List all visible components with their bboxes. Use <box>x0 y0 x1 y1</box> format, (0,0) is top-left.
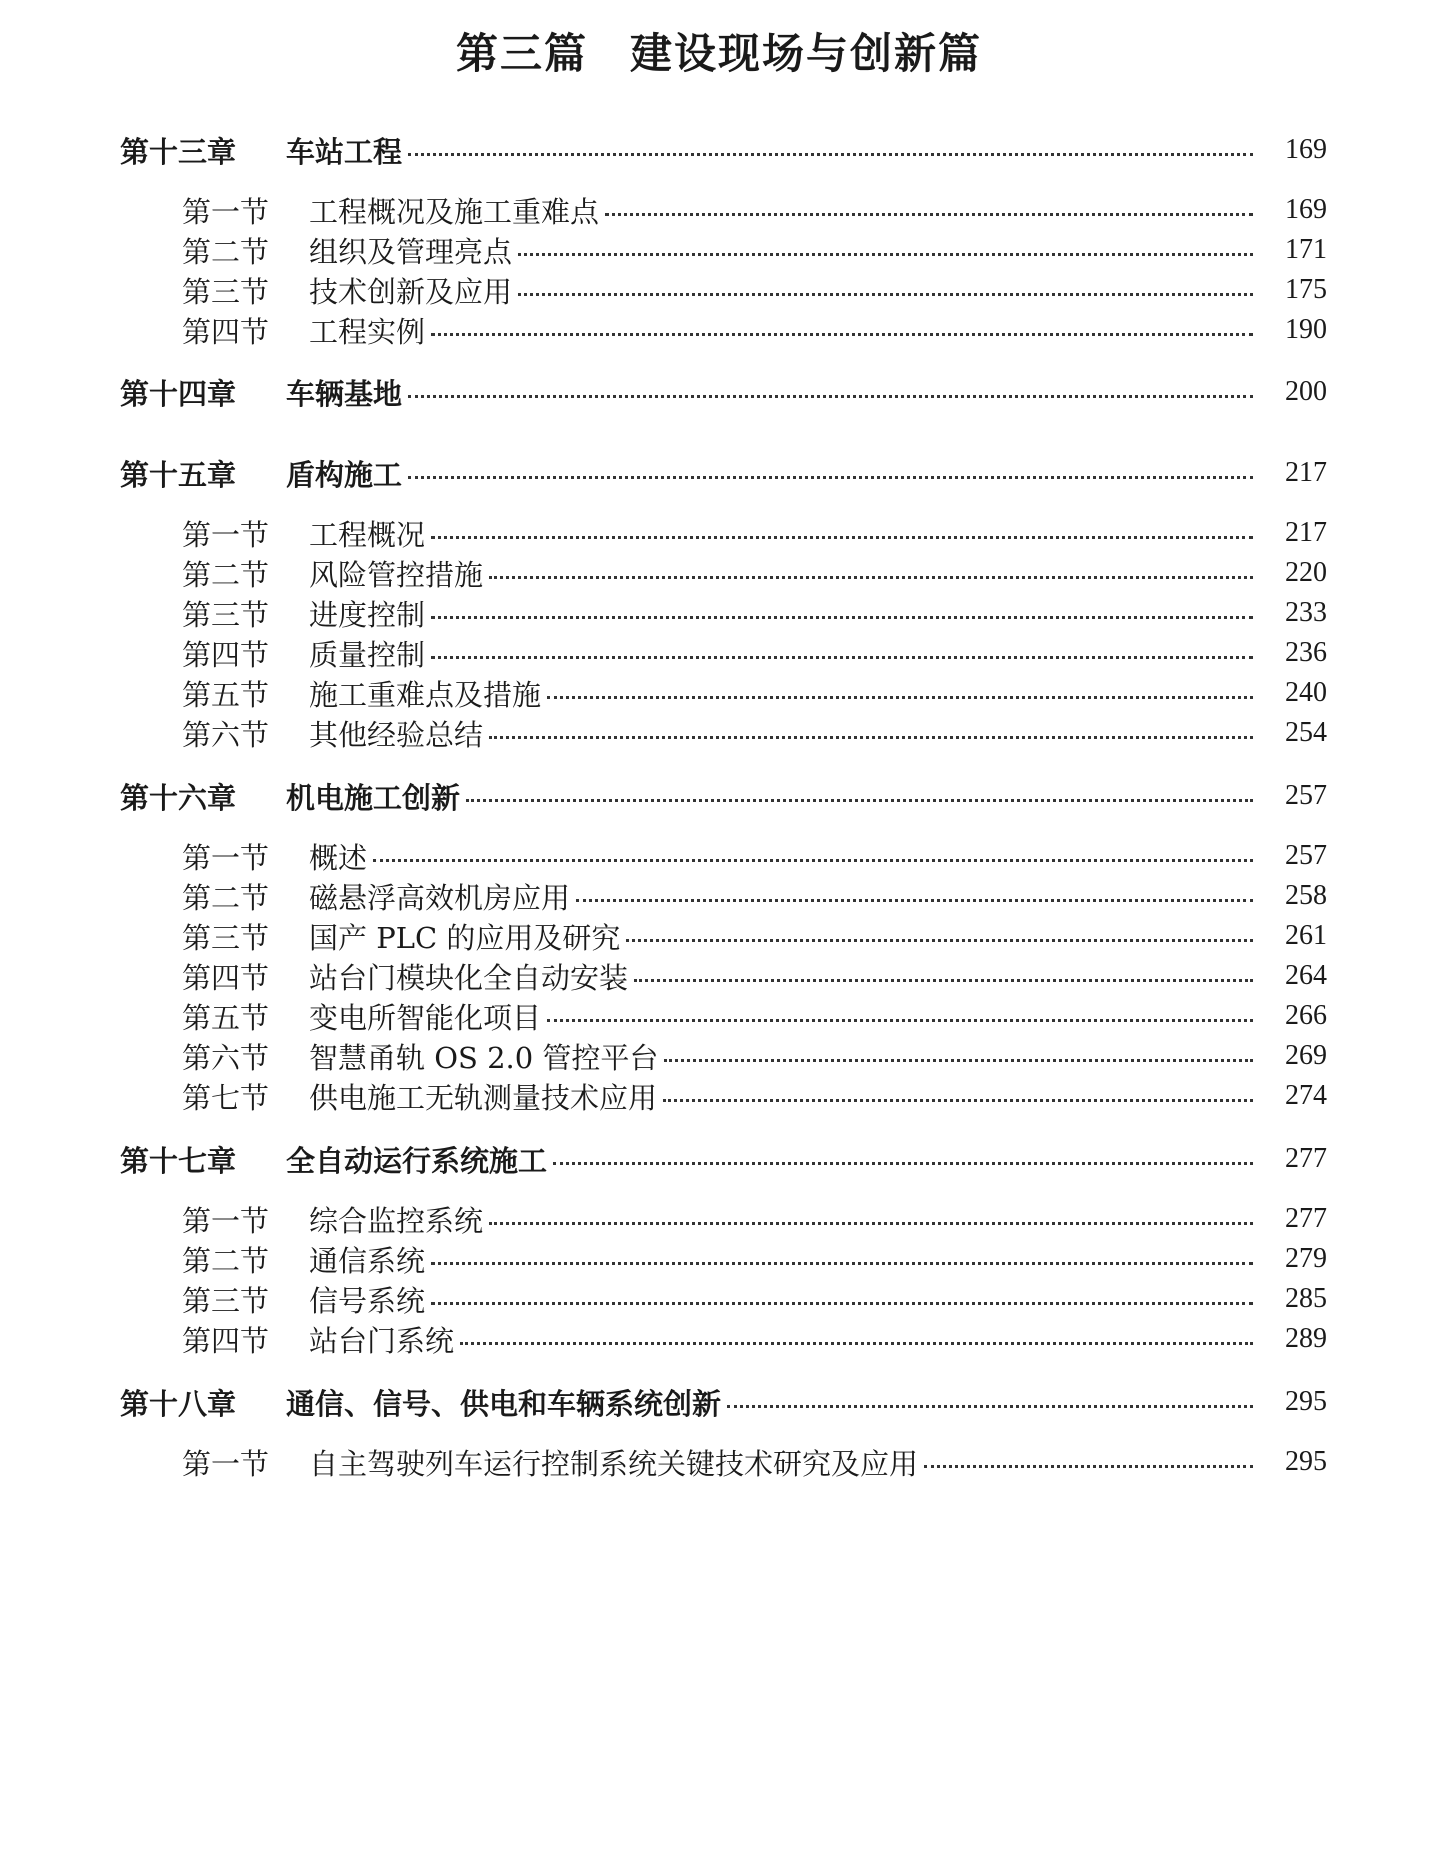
toc-section-row[interactable] <box>0 1197 1438 1241</box>
chapter-title: 通信、信号、供电和车辆系统创新 <box>286 1386 722 1421</box>
page-number: 240 <box>1285 677 1327 708</box>
dot-leader <box>466 799 1253 802</box>
dot-leader <box>924 1465 1253 1468</box>
dot-leader <box>576 899 1253 902</box>
section-title: 工程实例 <box>309 314 426 349</box>
section-title: 智慧甬轨 OS 2.0 管控平台 <box>309 1040 659 1075</box>
dot-leader <box>373 859 1253 862</box>
chapter-title: 全自动运行系统施工 <box>286 1143 548 1178</box>
section-title: 风险管控措施 <box>309 557 484 592</box>
section-title: 工程概况 <box>309 517 426 552</box>
page-number: 289 <box>1285 1323 1327 1354</box>
toc-section-row[interactable] <box>0 954 1438 998</box>
section-number: 第二节 <box>182 557 270 592</box>
toc-section-row[interactable] <box>0 1034 1438 1078</box>
section-number: 第二节 <box>182 234 270 269</box>
chapter-title: 盾构施工 <box>286 457 403 492</box>
section-title: 综合监控系统 <box>309 1203 484 1238</box>
toc-section-row[interactable] <box>0 551 1438 595</box>
dot-leader <box>518 293 1253 296</box>
section-number: 第七节 <box>182 1080 270 1115</box>
part-name: 建设现场与创新篇 <box>630 29 983 78</box>
toc-chapter-row[interactable] <box>0 774 1438 818</box>
dot-leader <box>460 1342 1253 1345</box>
part-label: 第三篇 <box>455 29 588 78</box>
dot-leader <box>663 1099 1253 1102</box>
toc-section-row[interactable] <box>0 268 1438 312</box>
chapter-title: 车站工程 <box>286 134 403 169</box>
section-number: 第一节 <box>182 840 270 875</box>
section-title: 质量控制 <box>309 637 426 672</box>
section-number: 第三节 <box>182 597 270 632</box>
page-number: 200 <box>1285 376 1327 407</box>
toc-section-row[interactable] <box>0 188 1438 232</box>
section-title: 磁悬浮高效机房应用 <box>309 880 571 915</box>
dot-leader <box>626 939 1253 942</box>
section-number: 第一节 <box>182 1446 270 1481</box>
toc-chapter-row[interactable] <box>0 1137 1438 1181</box>
toc-chapter-row[interactable] <box>0 370 1438 414</box>
page-number: 233 <box>1285 597 1327 628</box>
section-number: 第四节 <box>182 1323 270 1358</box>
section-number: 第三节 <box>182 920 270 955</box>
toc-section-row[interactable] <box>0 1277 1438 1321</box>
toc-entry-label <box>120 372 402 413</box>
toc-entry-label <box>182 1442 918 1483</box>
toc-entry-label <box>182 190 599 231</box>
toc-entry-label <box>182 270 512 311</box>
section-title: 工程概况及施工重难点 <box>309 194 600 229</box>
page-number: 264 <box>1285 960 1327 991</box>
toc-entry-label <box>182 673 541 714</box>
toc-entry-label <box>182 1239 425 1280</box>
toc-entry-label <box>120 1382 721 1423</box>
dot-leader <box>547 696 1253 699</box>
toc-entry-label <box>182 513 425 554</box>
section-title: 变电所智能化项目 <box>309 1000 542 1035</box>
page-number: 236 <box>1285 637 1327 668</box>
section-title: 技术创新及应用 <box>309 274 513 309</box>
toc-entry-label <box>182 956 628 997</box>
toc-chapter-row[interactable] <box>0 451 1438 495</box>
section-title: 其他经验总结 <box>309 717 484 752</box>
chapter-number: 第十六章 <box>120 780 237 815</box>
chapter-number: 第十七章 <box>120 1143 237 1178</box>
toc-entry-label <box>182 836 367 877</box>
dot-leader <box>664 1059 1253 1062</box>
toc-entry-label <box>182 1036 658 1077</box>
page-title <box>0 22 1438 86</box>
toc-entry-label <box>182 230 512 271</box>
toc-entry-label <box>182 1199 483 1240</box>
section-number: 第二节 <box>182 880 270 915</box>
section-title: 组织及管理亮点 <box>309 234 513 269</box>
page-number: 169 <box>1285 134 1327 165</box>
dot-leader <box>605 213 1253 216</box>
toc-entry-label <box>182 876 570 917</box>
page-number: 269 <box>1285 1040 1327 1071</box>
dot-leader <box>553 1162 1253 1165</box>
toc-section-row[interactable] <box>0 671 1438 715</box>
dot-leader <box>431 333 1253 336</box>
toc-section-row[interactable] <box>0 228 1438 272</box>
section-title: 供电施工无轨测量技术应用 <box>309 1080 658 1115</box>
section-title: 进度控制 <box>309 597 426 632</box>
chapter-number: 第十三章 <box>120 134 237 169</box>
page-number: 254 <box>1285 717 1327 748</box>
dot-leader <box>634 979 1253 982</box>
toc-entry-label <box>182 1279 425 1320</box>
section-title: 站台门系统 <box>309 1323 455 1358</box>
dot-leader <box>547 1019 1253 1022</box>
section-number: 第三节 <box>182 274 270 309</box>
page-number: 277 <box>1285 1143 1327 1174</box>
dot-leader <box>489 576 1253 579</box>
page-number: 217 <box>1285 457 1327 488</box>
page-number: 169 <box>1285 194 1327 225</box>
toc-entry-label <box>120 453 402 494</box>
dot-leader <box>431 656 1253 659</box>
section-title: 信号系统 <box>309 1283 426 1318</box>
toc-section-row[interactable] <box>0 1237 1438 1281</box>
toc-section-row[interactable] <box>0 631 1438 675</box>
page-number: 277 <box>1285 1203 1327 1234</box>
page-number: 295 <box>1285 1446 1327 1477</box>
page-number: 258 <box>1285 880 1327 911</box>
section-number: 第一节 <box>182 1203 270 1238</box>
toc-section-row[interactable] <box>0 1074 1438 1118</box>
dot-leader <box>431 1262 1253 1265</box>
dot-leader <box>431 616 1253 619</box>
page-number: 285 <box>1285 1283 1327 1314</box>
page-number: 257 <box>1285 780 1327 811</box>
section-number: 第一节 <box>182 194 270 229</box>
chapter-title: 车辆基地 <box>286 376 403 411</box>
toc-section-row[interactable] <box>0 711 1438 755</box>
toc-section-row[interactable] <box>0 1317 1438 1361</box>
toc-entry-label <box>182 996 541 1037</box>
section-number: 第五节 <box>182 677 270 712</box>
toc-section-row[interactable] <box>0 308 1438 352</box>
dot-leader <box>518 253 1253 256</box>
dot-leader <box>489 736 1253 739</box>
page-number: 257 <box>1285 840 1327 871</box>
toc-section-row[interactable] <box>0 511 1438 555</box>
section-title: 概述 <box>309 840 368 875</box>
chapter-title: 机电施工创新 <box>286 780 461 815</box>
page-number: 175 <box>1285 274 1327 305</box>
toc-section-row[interactable] <box>0 1440 1438 1484</box>
dot-leader <box>408 395 1253 398</box>
toc-entry-label <box>182 593 425 634</box>
toc-entry-label <box>120 1139 547 1180</box>
section-title: 自主驾驶列车运行控制系统关键技术研究及应用 <box>309 1446 919 1481</box>
section-number: 第五节 <box>182 1000 270 1035</box>
section-number: 第四节 <box>182 637 270 672</box>
page-number: 217 <box>1285 517 1327 548</box>
page-number: 295 <box>1285 1386 1327 1417</box>
page-number: 279 <box>1285 1243 1327 1274</box>
toc-section-row[interactable] <box>0 591 1438 635</box>
toc-entry-label <box>120 776 460 817</box>
section-number: 第四节 <box>182 960 270 995</box>
section-title: 施工重难点及措施 <box>309 677 542 712</box>
toc-section-row[interactable] <box>0 994 1438 1038</box>
toc-entry-label <box>182 713 483 754</box>
toc-entry-label <box>182 1076 657 1117</box>
section-number: 第六节 <box>182 717 270 752</box>
dot-leader <box>408 476 1253 479</box>
section-number: 第四节 <box>182 314 270 349</box>
chapter-number: 第十五章 <box>120 457 237 492</box>
toc-entry-label <box>182 916 620 957</box>
toc-chapter-row[interactable] <box>0 1380 1438 1424</box>
chapter-number: 第十四章 <box>120 376 237 411</box>
toc-entry-label <box>182 553 483 594</box>
page-number: 190 <box>1285 314 1327 345</box>
page-number: 266 <box>1285 1000 1327 1031</box>
dot-leader <box>489 1222 1253 1225</box>
toc-section-row[interactable] <box>0 834 1438 878</box>
toc-entry-label <box>182 310 425 351</box>
section-number: 第一节 <box>182 517 270 552</box>
toc-section-row[interactable] <box>0 874 1438 918</box>
page-number: 261 <box>1285 920 1327 951</box>
dot-leader <box>408 153 1253 156</box>
page-number: 220 <box>1285 557 1327 588</box>
toc-entry-label <box>182 1319 454 1360</box>
section-number: 第三节 <box>182 1283 270 1318</box>
section-title: 国产 PLC 的应用及研究 <box>309 920 621 955</box>
dot-leader <box>431 1302 1253 1305</box>
dot-leader <box>727 1405 1253 1408</box>
section-number: 第六节 <box>182 1040 270 1075</box>
toc-entry-label <box>182 633 425 674</box>
section-title: 通信系统 <box>309 1243 426 1278</box>
page-number: 274 <box>1285 1080 1327 1111</box>
chapter-number: 第十八章 <box>120 1386 237 1421</box>
toc-chapter-row[interactable] <box>0 128 1438 172</box>
toc-entry-label <box>120 130 402 171</box>
toc-section-row[interactable] <box>0 914 1438 958</box>
page-number: 171 <box>1285 234 1327 265</box>
dot-leader <box>431 536 1253 539</box>
section-title: 站台门模块化全自动安装 <box>309 960 629 995</box>
section-number: 第二节 <box>182 1243 270 1278</box>
